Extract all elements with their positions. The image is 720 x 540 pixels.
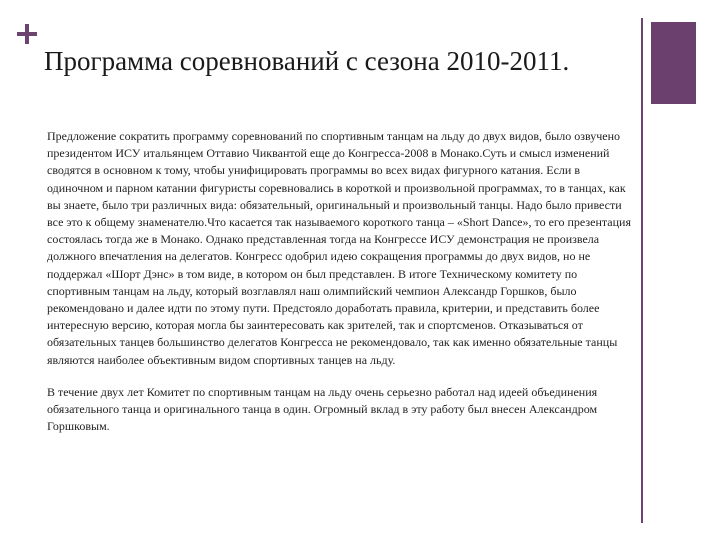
plus-icon [17, 24, 37, 44]
accent-block [651, 22, 696, 104]
slide-body [47, 128, 631, 435]
body-paragraph-2: В течение двух лет Комитет по спортивным танцам на льду очень серьезно работал над идеей объединения обязательного танца и оригинального танца в один. Огромный вклад в эту работу был внесен Александром Горшковым. [47, 384, 598, 434]
accent-divider-line [641, 18, 643, 523]
plus-icon-bar-vertical [25, 24, 29, 44]
body-paragraph-1: Предложение сократить программу соревнований по спортивным танцам на льду до двух видов, было озвучено президентом ИСУ итальянцем Оттавио Чиквантой еще до Конгресса-2008 в Монако.Суть и смысл изменений сводятся в основном к тому, чтобы унифицировать программы во всех видах фигурного катания. Если в одиночном и парном катании фигуристы соревновались в короткой и произвольной программах, то в танцах, как вы знаете, было три различных вида: обязательный, оригинальный и произвольный танцы. Надо было привести все это к общему знаменателю.Что касается так называемого короткого танца – «Short Dance», то его презентация состоялась тогда же в Монако. Однако представленная тогда на Конгрессе ИСУ демонстрация не произвела должного впечатления на делегатов. Конгресс одобрил идею сокращения программы до двух видов, но не поддержал «Шорт Дэнс» в том виде, в котором он был представлен. В итоге Техническому комитету по спортивным танцам на льду, который возглавлял наш олимпийский чемпион Александр Горшков, было рекомендовано и далее идти по этому пути. Предстояло доработать правила, критерии, и представить более интересную версию, которая могла бы заинтересовать как зрителей, так и спортсменов. Отказываться от обязательных танцев большинство делегатов Конгресса не рекомендовало, так как именно обязательные танцы являются наиболее объективным видом спортивных танцев на льду. [47, 129, 631, 367]
slide-title: Программа соревнований с сезона 2010-2011. [44, 46, 570, 76]
